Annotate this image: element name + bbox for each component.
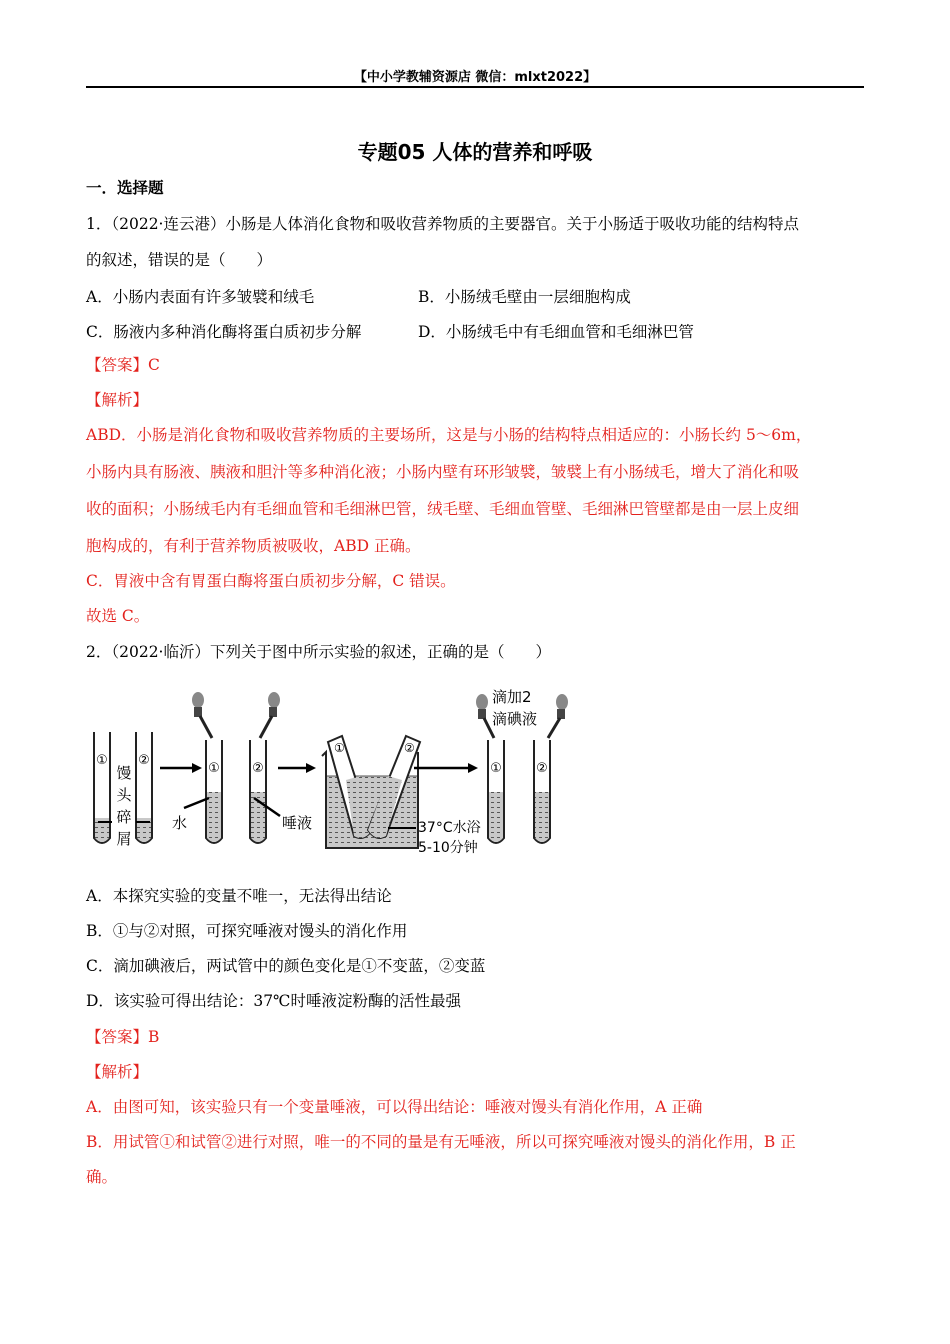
q1-analysis-label: 【解析】 bbox=[86, 391, 149, 409]
mantou-label: 屑 bbox=[116, 830, 132, 848]
q2-analysis-line: A．由图可知，该实验只有一个变量唾液，可以得出结论：唾液对馒头有消化作用，A 正确 bbox=[86, 1098, 703, 1116]
mantou-label: 碎 bbox=[116, 808, 132, 826]
time-label: 5-10分钟 bbox=[418, 840, 478, 855]
tube-label-2: ② bbox=[138, 753, 150, 768]
iodine-label: 滴加2 bbox=[492, 688, 532, 706]
dropper-icon bbox=[192, 692, 212, 738]
q1-option-a: A．小肠内表面有许多皱襞和绒毛 bbox=[86, 288, 315, 306]
q2-option-d: D．该实验可得出结论：37℃时唾液淀粉酶的活性最强 bbox=[86, 992, 461, 1010]
tube-label-2: ② bbox=[404, 741, 415, 755]
q1-option-b: B．小肠绒毛壁由一层细胞构成 bbox=[418, 288, 631, 306]
q2-option-b: B．①与②对照，可探究唾液对馒头的消化作用 bbox=[86, 922, 408, 940]
q1-analysis-line: 收的面积；小肠绒毛内有毛细血管和毛细淋巴管，绒毛壁、毛细血管壁、毛细淋巴管壁都是由一层上皮细 bbox=[86, 500, 800, 518]
q2-stem: 2．（2022·临沂）下列关于图中所示实验的叙述，正确的是（ ） bbox=[86, 643, 551, 661]
tube-label-1: ① bbox=[490, 761, 502, 776]
q1-answer: 【答案】C bbox=[86, 356, 160, 374]
water-label: 水 bbox=[172, 814, 188, 832]
test-tube-icon bbox=[488, 740, 504, 843]
q1-option-d: D．小肠绒毛中有毛细血管和毛细淋巴管 bbox=[418, 323, 694, 341]
header-text: 【中小学教辅资源店 微信：mlxt2022】 bbox=[353, 70, 597, 85]
tube-label-2: ② bbox=[252, 761, 264, 776]
header-divider bbox=[86, 86, 864, 88]
arrow-right-icon bbox=[278, 763, 316, 773]
q1-option-c: C．肠液内多种消化酶将蛋白质初步分解 bbox=[86, 323, 362, 341]
saliva-label: 唾液 bbox=[282, 814, 313, 832]
q1-analysis-line: C．胃液中含有胃蛋白酶将蛋白质初步分解，C 错误。 bbox=[86, 572, 456, 590]
test-tube-icon bbox=[250, 740, 266, 843]
q1-analysis-line: 胞构成的，有利于营养物质被吸收，ABD 正确。 bbox=[86, 537, 421, 555]
mantou-label: 馒 bbox=[116, 764, 132, 782]
q2-option-c: C．滴加碘液后，两试管中的颜色变化是①不变蓝，②变蓝 bbox=[86, 957, 486, 975]
q1-conclusion: 故选 C。 bbox=[86, 607, 150, 625]
section-heading: 一．选择题 bbox=[86, 179, 164, 197]
tube-label-1: ① bbox=[208, 761, 220, 776]
q1-stem-line-2: 的叙述，错误的是（ ） bbox=[86, 251, 273, 269]
q2-option-a: A．本探究实验的变量不唯一，无法得出结论 bbox=[86, 887, 392, 905]
q2-analysis-line: 确。 bbox=[86, 1168, 118, 1186]
q1-stem-line-1: 1．（2022·连云港）小肠是人体消化食物和吸收营养物质的主要器官。关于小肠适于吸收功能的结构特点 bbox=[86, 215, 799, 233]
tube-label-1: ① bbox=[334, 741, 345, 755]
bath-label: 37°C水浴 bbox=[418, 820, 481, 836]
q2-analysis-label: 【解析】 bbox=[86, 1063, 149, 1081]
test-tube-icon bbox=[94, 732, 110, 843]
iodine-label: 滴碘液 bbox=[492, 710, 538, 728]
test-tube-icon bbox=[534, 740, 550, 843]
q1-analysis-line: 小肠内具有肠液、胰液和胆汁等多种消化液；小肠内壁有环形皱襞，皱襞上有小肠绒毛，增大了消化和吸 bbox=[86, 463, 800, 481]
experiment-figure bbox=[88, 680, 568, 855]
arrow-right-icon bbox=[160, 763, 202, 773]
page-title: 专题05 人体的营养和呼吸 bbox=[357, 140, 593, 164]
dropper-icon bbox=[548, 694, 568, 738]
tube-label-2: ② bbox=[536, 761, 548, 776]
mantou-label: 头 bbox=[116, 786, 132, 804]
arrow-right-icon bbox=[414, 763, 478, 773]
q1-analysis-line: ABD．小肠是消化食物和吸收营养物质的主要场所，这是与小肠的结构特点相适应的：小肠长约 5～6m， bbox=[86, 426, 812, 444]
tube-label-1: ① bbox=[96, 753, 108, 768]
q2-analysis-line: B．用试管①和试管②进行对照，唯一的不同的量是有无唾液，所以可探究唾液对馒头的消化作用，B 正 bbox=[86, 1133, 796, 1151]
test-tube-icon bbox=[206, 740, 222, 843]
test-tube-icon bbox=[136, 732, 152, 843]
dropper-icon bbox=[260, 692, 280, 738]
q2-answer: 【答案】B bbox=[86, 1028, 160, 1046]
